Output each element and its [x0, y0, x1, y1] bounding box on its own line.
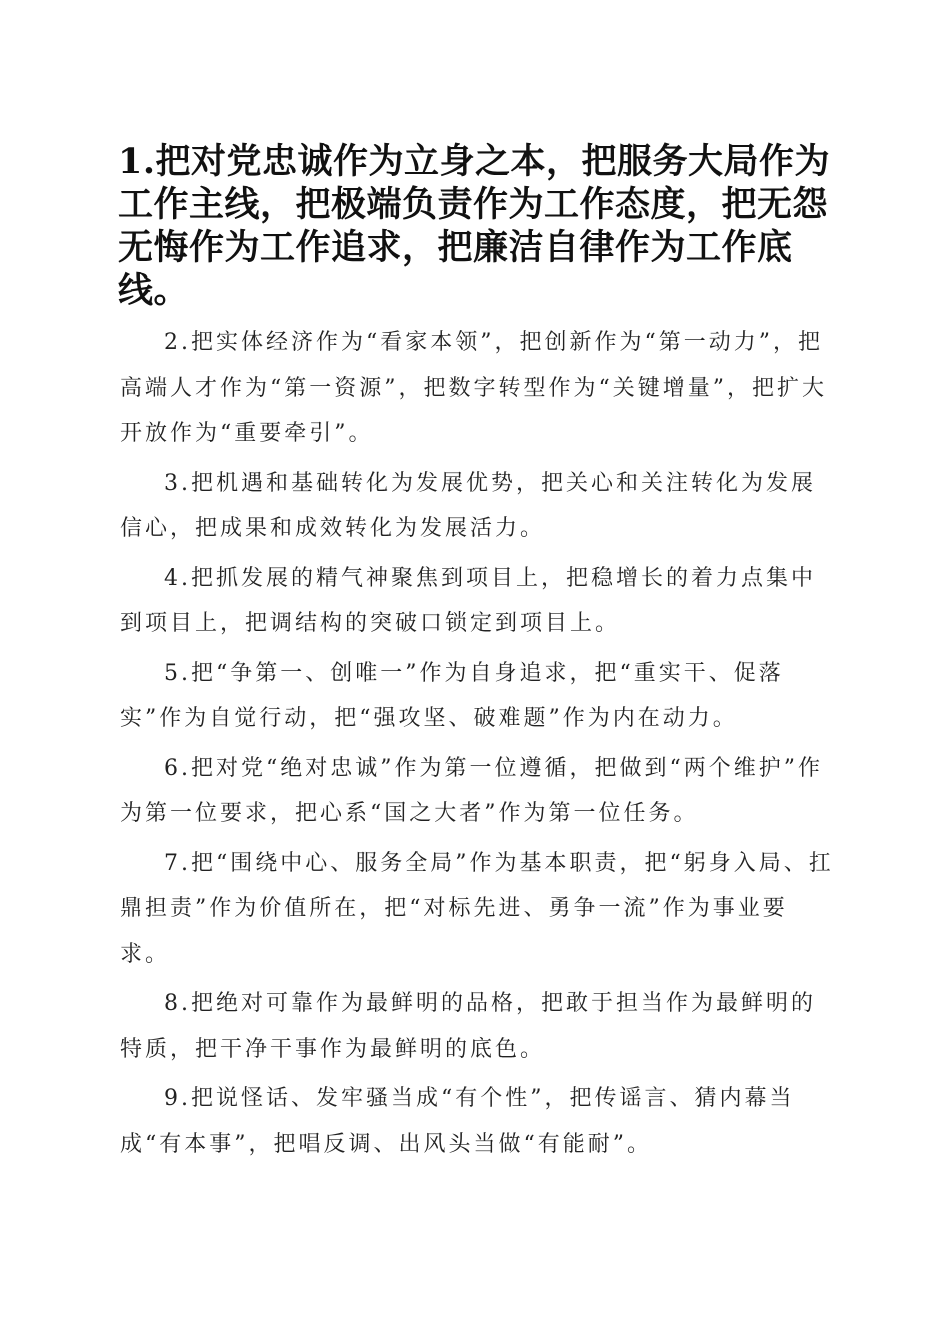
paragraph-8: 8.把绝对可靠作为最鲜明的品格，把敢于担当作为最鲜明的特质，把干净干事作为最鲜明的底色。 [120, 991, 816, 1062]
paragraph-7: 7.把“围绕中心、服务全局”作为基本职责，把“躬身入局、扛鼎担责”作为价值所在，把“对标先进、勇争一流”作为事业要求。 [120, 850, 834, 967]
paragraph-9: 9.把说怪话、发牢骚当成“有个性”，把传谣言、猜内幕当成“有本事”，把唱反调、出风头当做“有能耐”。 [120, 1086, 795, 1157]
paragraph-3: 3.把机遇和基础转化为发展优势，把关心和关注转化为发展信心，把成果和成效转化为发展活力。 [120, 470, 816, 541]
paragraph-4: 4.把抓发展的精气神聚焦到项目上，把稳增长的着力点集中到项目上，把调结构的突破口锁定到项目上。 [120, 565, 816, 636]
paragraph-6: 6.把对党“绝对忠诚”作为第一位遵循，把做到“两个维护”作为第一位要求，把心系“国之大者”作为第一位任务。 [120, 755, 823, 826]
document-body [120, 320, 835, 1171]
paragraph-5: 5.把“争第一、创唯一”作为自身追求，把“重实干、促落实”作为自觉行动，把“强攻坚、破难题”作为内在动力。 [120, 660, 784, 731]
paragraph-2: 2.把实体经济作为“看家本领”，把创新作为“第一动力”，把高端人才作为“第一资源”，把数字转型作为“关键增量”，把扩大开放作为“重要牵引”。 [120, 330, 827, 446]
document-heading: 1.把对党忠诚作为立身之本，把服务大局作为工作主线，把极端负责作为工作态度，把无怨无悔作为工作追求，把廉洁自律作为工作底线。 [118, 141, 831, 311]
